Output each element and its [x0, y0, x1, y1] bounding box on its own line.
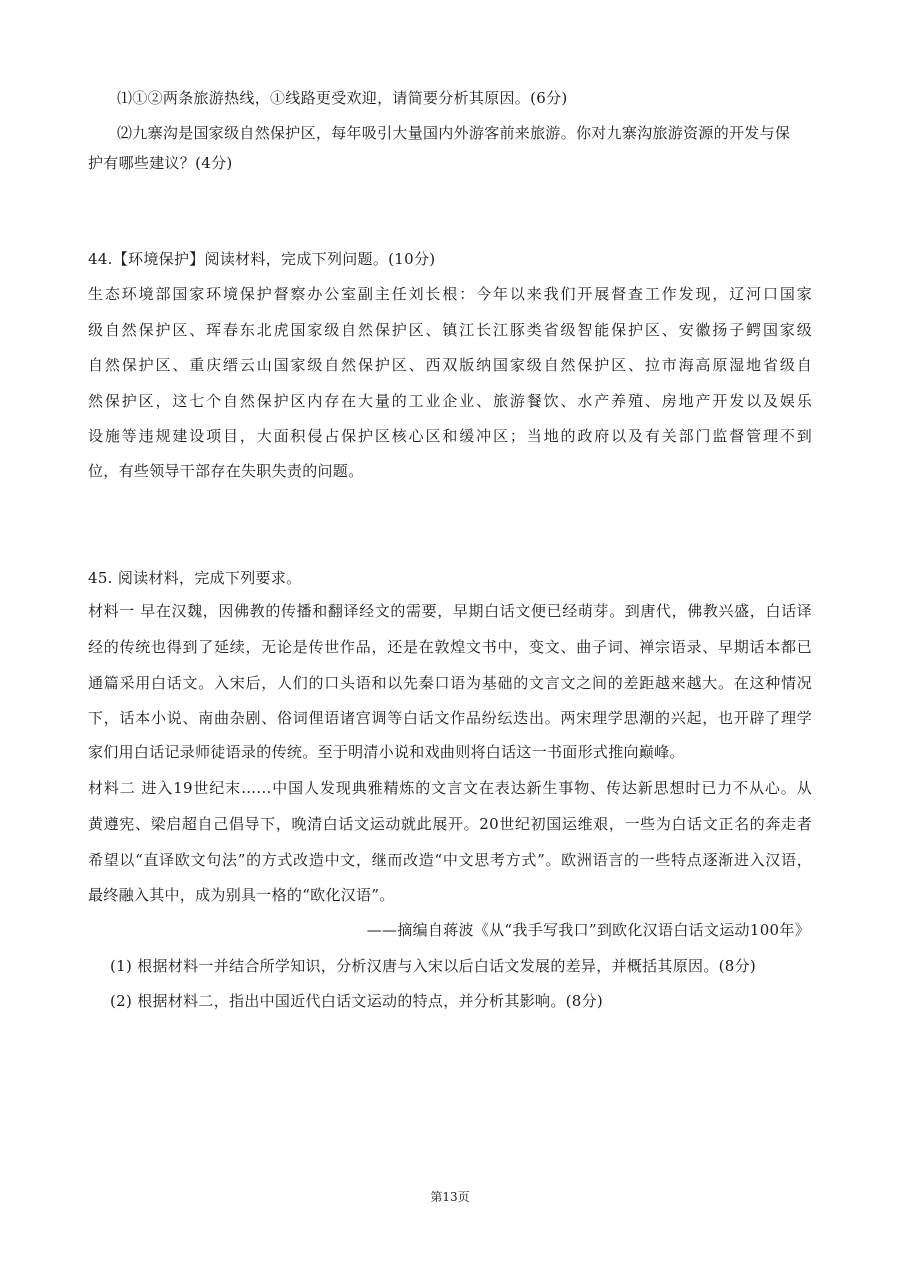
q44-material-line: 设施等违规建设项目，大面积侵占保护区核心区和缓冲区；当地的政府以及有关部门监督管理不到	[88, 427, 812, 445]
q45-material-1-line: 经的传统也得到了延续，无论是传世作品，还是在敦煌文书中，变文、曲子词、禅宗语录、早期话本都已	[88, 638, 812, 656]
q45-material-2-line: 材料二 进入19世纪末……中国人发现典雅精炼的文言文在表达新生事物、传达新思想时已力不从心。从	[88, 779, 812, 797]
q44-material-line: 生态环境部国家环境保护督察办公室副主任刘长根：今年以来我们开展督查工作发现，辽河口国家	[88, 285, 812, 303]
q44-material-line: 自然保护区、重庆缙云山国家级自然保护区、西双版纳国家级自然保护区、拉市海高原湿地省级自	[88, 356, 812, 374]
q43-subquestion-1: ⑴①②两条旅游热线，①线路更受欢迎，请简要分析其原因。(6分)	[117, 89, 568, 107]
q43-subquestion-2-line-2: 护有哪些建议？(4分)	[88, 154, 233, 172]
q44-heading: 44.【环境保护】阅读材料，完成下列问题。(10分)	[88, 250, 436, 268]
q45-material-1-line: 家们用白话记录师徒语录的传统。至于明清小说和戏曲则将白话这一书面形式推向巅峰。	[88, 743, 685, 761]
q45-material-1-line: 下，话本小说、南曲杂剧、俗词俚语诸宫调等白话文作品纷纭迭出。两宋理学思潮的兴起，也开辟了理学	[88, 709, 812, 727]
q44-material-line: 然保护区，这七个自然保护区内存在大量的工业企业、旅游餐饮、水产养殖、房地产开发以及娱乐	[88, 392, 812, 410]
q43-subquestion-2-line-1: ⑵九寨沟是国家级自然保护区，每年吸引大量国内外游客前来旅游。你对九寨沟旅游资源的开发与保	[117, 124, 791, 142]
q45-material-1-line: 材料一 早在汉魏，因佛教的传播和翻译经文的需要，早期白话文便已经萌芽。到唐代，佛教兴盛，白话译	[88, 602, 812, 620]
q45-heading: 45. 阅读材料，完成下列要求。	[88, 569, 302, 587]
page-number: 第13页	[430, 1190, 470, 1204]
q45-material-1-line: 通篇采用白话文。入宋后，人们的口头语和以先秦口语为基础的文言文之间的差距越来越大。在这种情况	[88, 674, 812, 692]
q45-material-2-line: 黄遵宪、梁启超自己倡导下，晚清白话文运动就此展开。20世纪初国运维艰，一些为白话文正名的奔走者	[88, 815, 812, 833]
q45-source-citation: ——摘编自蒋波《从“我手写我口”到欧化汉语白话文运动100年》	[366, 921, 810, 939]
q45-subquestion-1: (1) 根据材料一并结合所学知识，分析汉唐与入宋以后白话文发展的差异，并概括其原因。(8分)	[110, 957, 757, 975]
q45-subquestion-2: (2) 根据材料二，指出中国近代白话文运动的特点，并分析其影响。(8分)	[110, 992, 604, 1010]
q45-material-2-line: 希望以“直译欧文句法”的方式改造中文，继而改造“中文思考方式”。欧洲语言的一些特点逐渐进入汉语，	[88, 851, 812, 869]
q44-material-line: 位，有些领导干部存在失职失责的问题。	[88, 462, 364, 480]
q45-material-2-line: 最终融入其中，成为别具一格的“欧化汉语”。	[88, 886, 395, 904]
q44-material-line: 级自然保护区、珲春东北虎国家级自然保护区、镇江长江豚类省级智能保护区、安徽扬子鳄国家级	[88, 321, 812, 339]
